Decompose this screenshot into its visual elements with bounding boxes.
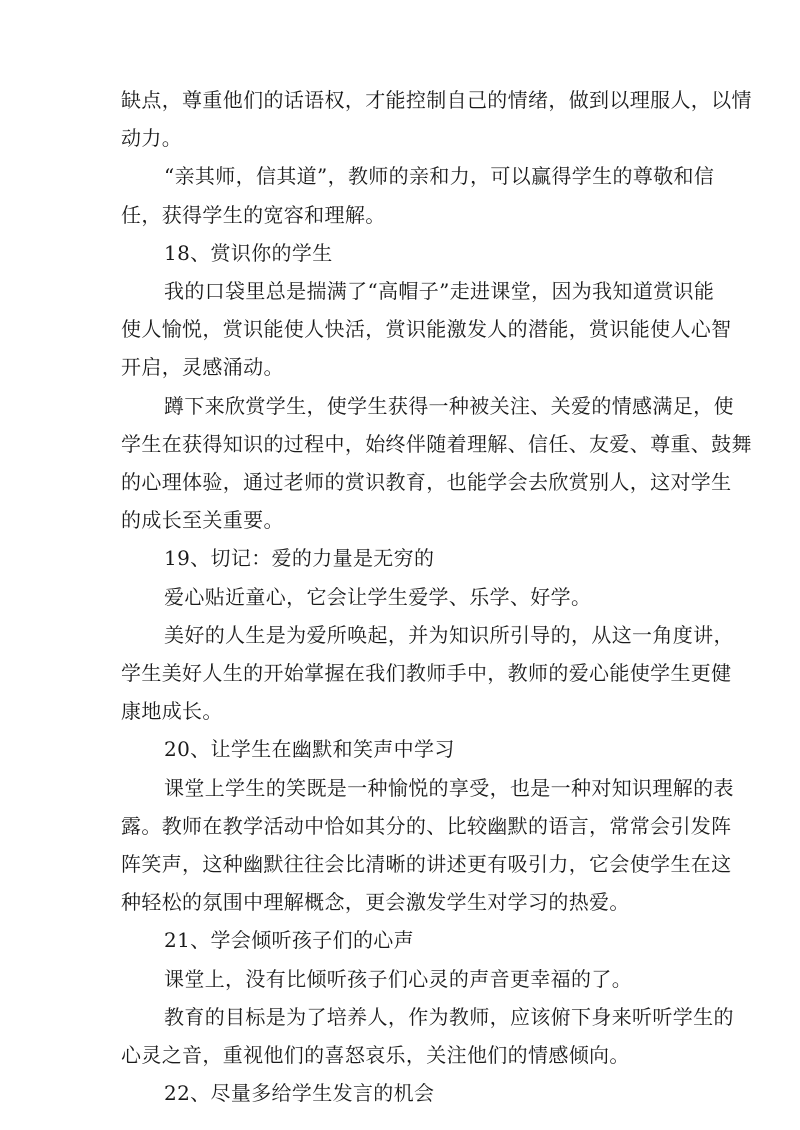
paragraph-first-line: 爱心贴近童心，它会让学生爱学、乐学、好学。 xyxy=(164,584,592,609)
paragraph-line: 开启，灵感涌动。 xyxy=(121,355,284,380)
paragraph-first-line: 21、学会倾听孩子们的心声 xyxy=(164,928,414,953)
paragraph-first-line: 蹲下来欣赏学生，使学生获得一种被关注、关爱的情感满足，使 xyxy=(164,393,734,418)
paragraph-line: 露。教师在教学活动中恰如其分的、比较幽默的语言，常常会引发阵 xyxy=(121,813,732,838)
paragraph-first-line: “亲其师，信其道”，教师的亲和力，可以赢得学生的尊敬和信 xyxy=(164,164,715,189)
paragraph-line: 的心理体验，通过老师的赏识教育，也能学会去欣赏别人，这对学生 xyxy=(121,470,732,494)
paragraph-first-line: 20、让学生在幽默和笑声中学习 xyxy=(164,737,455,762)
paragraph-line: 的成长至关重要。 xyxy=(121,508,284,533)
paragraph-line: 阵笑声，这种幽默往往会比清晰的讲述更有吸引力，它会使学生在这 xyxy=(121,852,732,876)
paragraph-first-line: 18、赏识你的学生 xyxy=(164,240,333,265)
paragraph-line: 任，获得学生的宽容和理解。 xyxy=(121,202,386,227)
paragraph-line: 学生在获得知识的过程中，始终伴随着理解、信任、友爱、尊重、鼓舞 xyxy=(121,431,752,456)
paragraph-line: 使人愉悦，赏识能使人快活，赏识能激发人的潜能，赏识能使人心智 xyxy=(121,317,732,342)
paragraph-line: 动力。 xyxy=(121,126,183,151)
paragraph-first-line: 美好的人生是为爱所唤起，并为知识所引导的，从这一角度讲， xyxy=(164,622,734,647)
paragraph-first-line: 课堂上学生的笑既是一种愉悦的享受，也是一种对知识理解的表 xyxy=(164,775,734,800)
paragraph-line: 心灵之音，重视他们的喜怒哀乐，关注他们的情感倾向。 xyxy=(121,1043,630,1067)
paragraph-line: 学生美好人生的开始掌握在我们教师手中，教师的爱心能使学生更健 xyxy=(121,661,732,685)
paragraph-first-line: 19、切记：爱的力量是无穷的 xyxy=(164,546,435,571)
paragraph-first-line: 22、尽量多给学生发言的机会 xyxy=(164,1081,435,1106)
paragraph-line: 康地成长。 xyxy=(121,699,223,724)
paragraph-line: 种轻松的氛围中理解概念，更会激发学生对学习的热爱。 xyxy=(121,890,630,915)
paragraph-first-line: 我的口袋里总是揣满了“高帽子”走进课堂，因为我知道赏识能 xyxy=(164,279,715,303)
paragraph-first-line: 教育的目标是为了培养人，作为教师，应该俯下身来听听学生的 xyxy=(164,1004,734,1029)
paragraph-line: 缺点，尊重他们的话语权，才能控制自己的情绪，做到以理服人，以情 xyxy=(121,88,752,112)
paragraph-first-line: 课堂上，没有比倾听孩子们心灵的声音更幸福的了。 xyxy=(164,966,633,991)
